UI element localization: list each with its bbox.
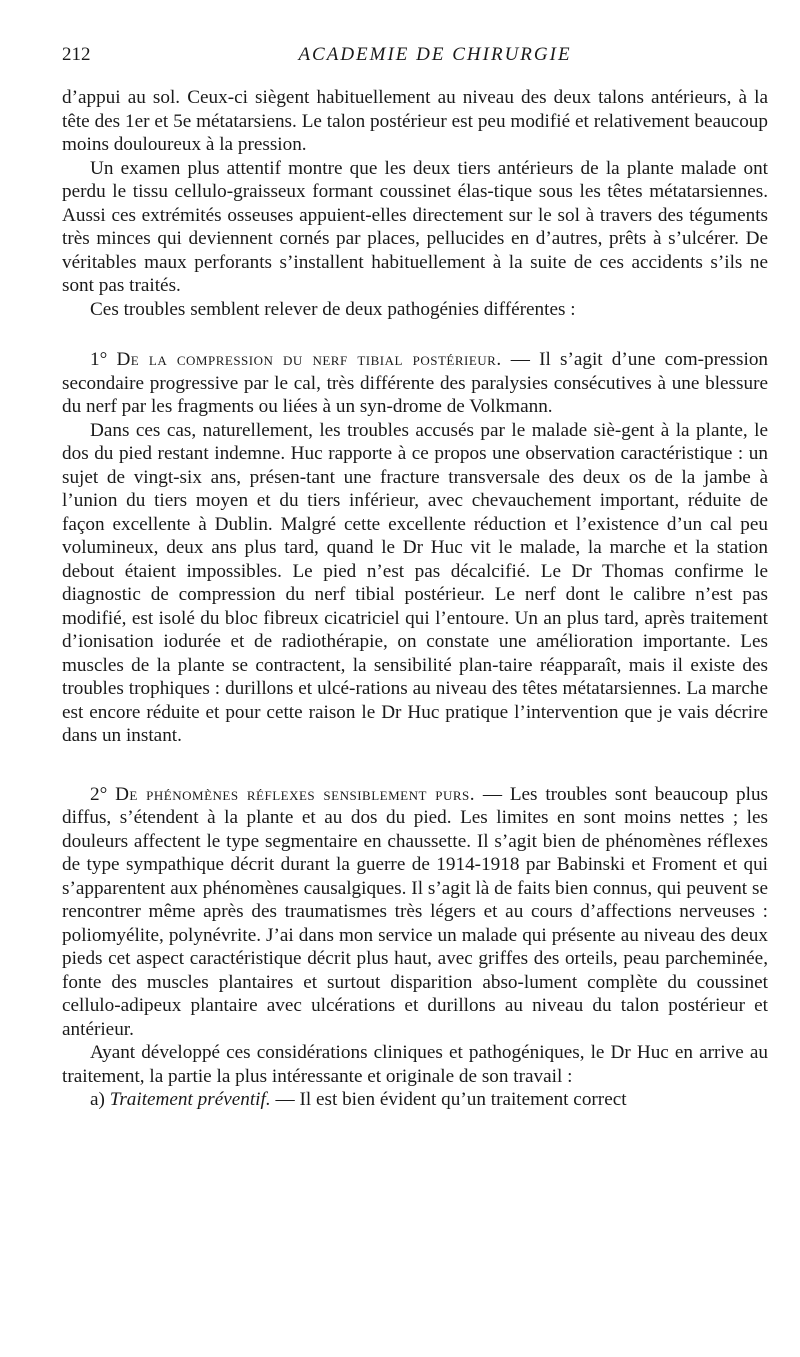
page-number: 212 <box>62 44 91 65</box>
page <box>62 38 768 1112</box>
subsection-heading: Traitement préventif. <box>109 1089 271 1110</box>
subsection-text: — Il est bien évident qu’un traitement correct <box>275 1089 627 1110</box>
paragraph-3: Ces troubles semblent relever de deux pathogénies différentes : <box>90 298 576 320</box>
body-text <box>62 86 768 1112</box>
paragraph-7: Ayant développé ces considérations cliniques et pathogéniques, le Dr Huc en arrive au traitement, la partie la plus intéressante et originale de son travail : <box>62 1042 768 1087</box>
running-head: ACADEMIE DE CHIRURGIE <box>298 44 572 65</box>
section-1-text: — Il s’agit d’une com-pression secondaire progressive par le cal, très différente des paralysies consécutives à une blessure du nerf par les fragments ou liées à un syn-drome de Volkmann. <box>62 349 769 417</box>
section-1-paragraph <box>62 348 768 419</box>
section-2-number: 2° <box>90 783 108 805</box>
paragraph-2: Un examen plus attentif montre que les deux tiers antérieurs de la plante malade ont perdu le tissu cellulo-graisseux formant coussinet élas-tique sous les têtes métatarsiennes. Aussi ces extrémités osseuses appuient-elles directement sur le sol à travers des téguments très minces qui deviennent cornés par places, pellucides en d’autres, prêts à s’ulcérer. De véritables maux perforants s’installent habituellement à la suite de ces accidents s’ils ne sont pas traités. <box>62 157 768 296</box>
paragraph-8 <box>62 1088 768 1112</box>
section-1-number: 1° <box>90 349 108 370</box>
paragraph-5: Dans ces cas, naturellement, les troubles accusés par le malade siè-gent à la plante, le dos du pied restant indemne. Huc rapporte à ce propos une observation caractéristique : un sujet de vingt-six ans, présen-tant une fracture transversale des deux os de la jambe à l’union du tiers moyen et du tiers inférieur, avec chevauchement important, réduite de façon excellente à Dublin. Malgré cette excellente réduction et l’existence d’un cal peu volumineux, deux ans plus tard, quand le Dr Huc vit le malade, la marche et la station debout étaient impossibles. Le pied n’est pas décalcifié. Le Dr Thomas confirme le diagnostic de compression du nerf tibial postérieur. Le nerf dont le calibre n’est pas modifié, est isolé du bloc fibreux cicatriciel qui l’entoure. Un an plus tard, après traitement d’ionisation iodurée et de radiothérapie, on constate une amélioration importante. Les muscles de la plante se contractent, la sensibilité plan-taire réapparaît, mais il existe des troubles trophiques : durillons et ulcé-rations au niveau des têtes métatarsiennes. La marche est encore réduite et pour cette raison le Dr Huc pratique l’intervention que je vais décrire dans un instant. <box>62 419 768 746</box>
section-2-paragraph <box>62 783 768 1042</box>
section-2-text: — Les troubles sont beaucoup plus diffus, s’étendent à la plante et au dos du pied. Les limites en sont moins nettes ; les douleurs affectent le type segmentaire en chaussette. Il s’agit bien de phénomènes réflexes de type sympathique décrit durant la guerre de 1914-1918 par Babinski et Froment et qui s’apparentent aux phénomènes causalgiques. Il s’agit là de faits bien connus, qui peuvent se rencontrer même après des traumatismes très légers et au cours d’affections nerveuses : poliomyélite, polynévrite. J’ai dans mon service un malade qui présente au niveau des deux pieds cet aspect caractéristique décrit plus haut, avec griffes des orteils, peau parcheminée, fonte des muscles plantaires et surtout disparition abso-lument complète du coussinet cellulo-adipeux plantaire avec ulcérations et durillons au niveau du talon postérieur et antérieur. <box>62 783 769 1040</box>
paragraph-1: d’appui au sol. Ceux-ci siègent habituellement au niveau des deux talons antérieurs, à la tête des 1er et 5e métatarsiens. Le talon postérieur est peu modifié et relativement beaucoup moins douloureux à la pression. <box>62 87 768 155</box>
page-header <box>62 38 768 74</box>
section-2-heading: De phénomènes réflexes sensiblement purs. <box>115 783 476 805</box>
subsection-label: a) <box>90 1089 105 1110</box>
section-1-heading: De la compression du nerf tibial postérieur. <box>116 349 502 370</box>
